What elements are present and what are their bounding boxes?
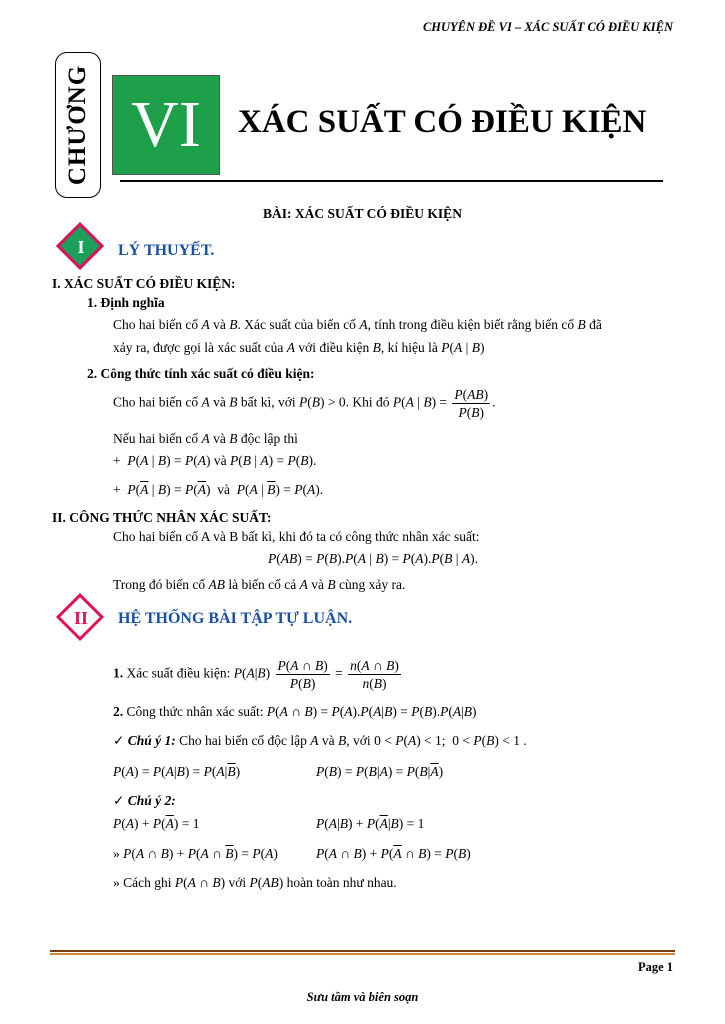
chapter-rule [120, 180, 663, 182]
independence-formula-2: + $P(\overline{A}$ | $B) = P(\overline{A})$ và P(A | $\overline{B}) = P(A)$. [113, 482, 324, 497]
independence-formula-1: + P(A | B) = P(A) và P(B | A) = P(B). [113, 453, 317, 468]
note-1-formula-a: $P(A) = P(A|B) = P(A|\overline{B})$ [113, 764, 241, 779]
note-2-formula-c: » P(A ∩ B) + P(A ∩ $\overline{B}) = P(A)$ [113, 846, 278, 861]
heading-definition: 1. Định nghĩa [87, 295, 165, 310]
note-1: ✓ Chú ý 1: Cho hai biến cố độc lập A và B, với 0 < P(A) < 1; 0 < P(B) < 1 . [113, 733, 527, 748]
chapter-number: VI [112, 75, 220, 175]
independence-line: Nếu hai biến cố A và B độc lập thì [113, 431, 298, 446]
section-title-2: HỆ THỐNG BÀI TẬP TỰ LUẬN. [118, 610, 353, 627]
note-2-formula-a: $P(A) + P(\overline{A}) = 1$ [113, 816, 200, 831]
footer-rule-accent [50, 953, 675, 955]
chapter-title: XÁC SUẤT CÓ ĐIỀU KIỆN [238, 104, 647, 140]
multiplication-note: Trong đó biến cố AB là biến cố cả A và B cùng xảy ra. [113, 577, 406, 592]
note-2-formula-b: $P(A|B) + P(\overline{A}|B) = 1$ [316, 816, 425, 831]
section-badge-1: I [52, 224, 110, 270]
section-title-1: LÝ THUYẾT. [118, 242, 215, 259]
heading-formula: 2. Công thức tính xác suất có điều kiện: [87, 366, 315, 381]
page-number: Page 1 [637, 960, 673, 974]
multiplication-intro: Cho hai biến cố A và B bất kì, khi đó ta có công thức nhân xác suất: [113, 529, 480, 544]
notation-note: » Cách ghi P(A ∩ B) với P(AB) hoàn toàn như nhau. [113, 875, 397, 890]
footer-rule [50, 950, 675, 952]
heading-conditional-probability: I. XÁC SUẤT CÓ ĐIỀU KIỆN: [52, 276, 236, 291]
formula-line: Cho hai biến cố A và B bất kì, với P(B) > 0. Khi đó P(A | B) = $\frac{P(AB)}{P(B)}$ . [113, 387, 496, 420]
running-header: CHUYÊN ĐỀ VI – XÁC SUẤT CÓ ĐIỀU KIỆN [422, 20, 673, 34]
checkmark-icon: ✓ [113, 793, 125, 808]
multiplication-formula: P(AB) = P(B).P(A | B) = P(A).P(B | A). [268, 551, 478, 566]
chapter-label: CHƯƠNG [64, 64, 91, 186]
footer-credit: Sưu tầm và biên soạn [306, 990, 419, 1004]
item-multiplication-formula: 2. Công thức nhân xác suất: P(A ∩ B) = P(A).P(A|B) = P(B).P(A|B) [113, 704, 477, 719]
section-badge-2: II [52, 595, 110, 641]
definition-line-1: Cho hai biến cố A và B. Xác suất của biến cố A, tính trong điều kiện biết rằng biến cố B đã [113, 317, 602, 332]
definition-line-2: xảy ra, được gọi là xác suất của A với điều kiện B, kí hiệu là P(A | B) [113, 340, 485, 355]
heading-multiplication: II. CÔNG THỨC NHÂN XÁC SUẤT: [52, 510, 272, 525]
checkmark-icon: ✓ [113, 733, 125, 748]
item-conditional-formula: 1. Xác suất điều kiện: P(A|B) $\frac{P(A \cap B)}{P(B)}$ = $\frac{n(A \cap B)}{n(B)}$ [113, 658, 399, 691]
note-2: ✓ Chú ý 2: [113, 793, 176, 808]
note-2-formula-d: P(A ∩ $B) + P(\overline{A}$ ∩ B) = P(B) [316, 846, 471, 861]
chapter-label-box [55, 52, 101, 198]
note-1-formula-b: $P(B) = P(B|A) = P(B|\overline{A})$ [316, 764, 444, 779]
lesson-title: BÀI: XÁC SUẤT CÓ ĐIỀU KIỆN [263, 206, 462, 221]
